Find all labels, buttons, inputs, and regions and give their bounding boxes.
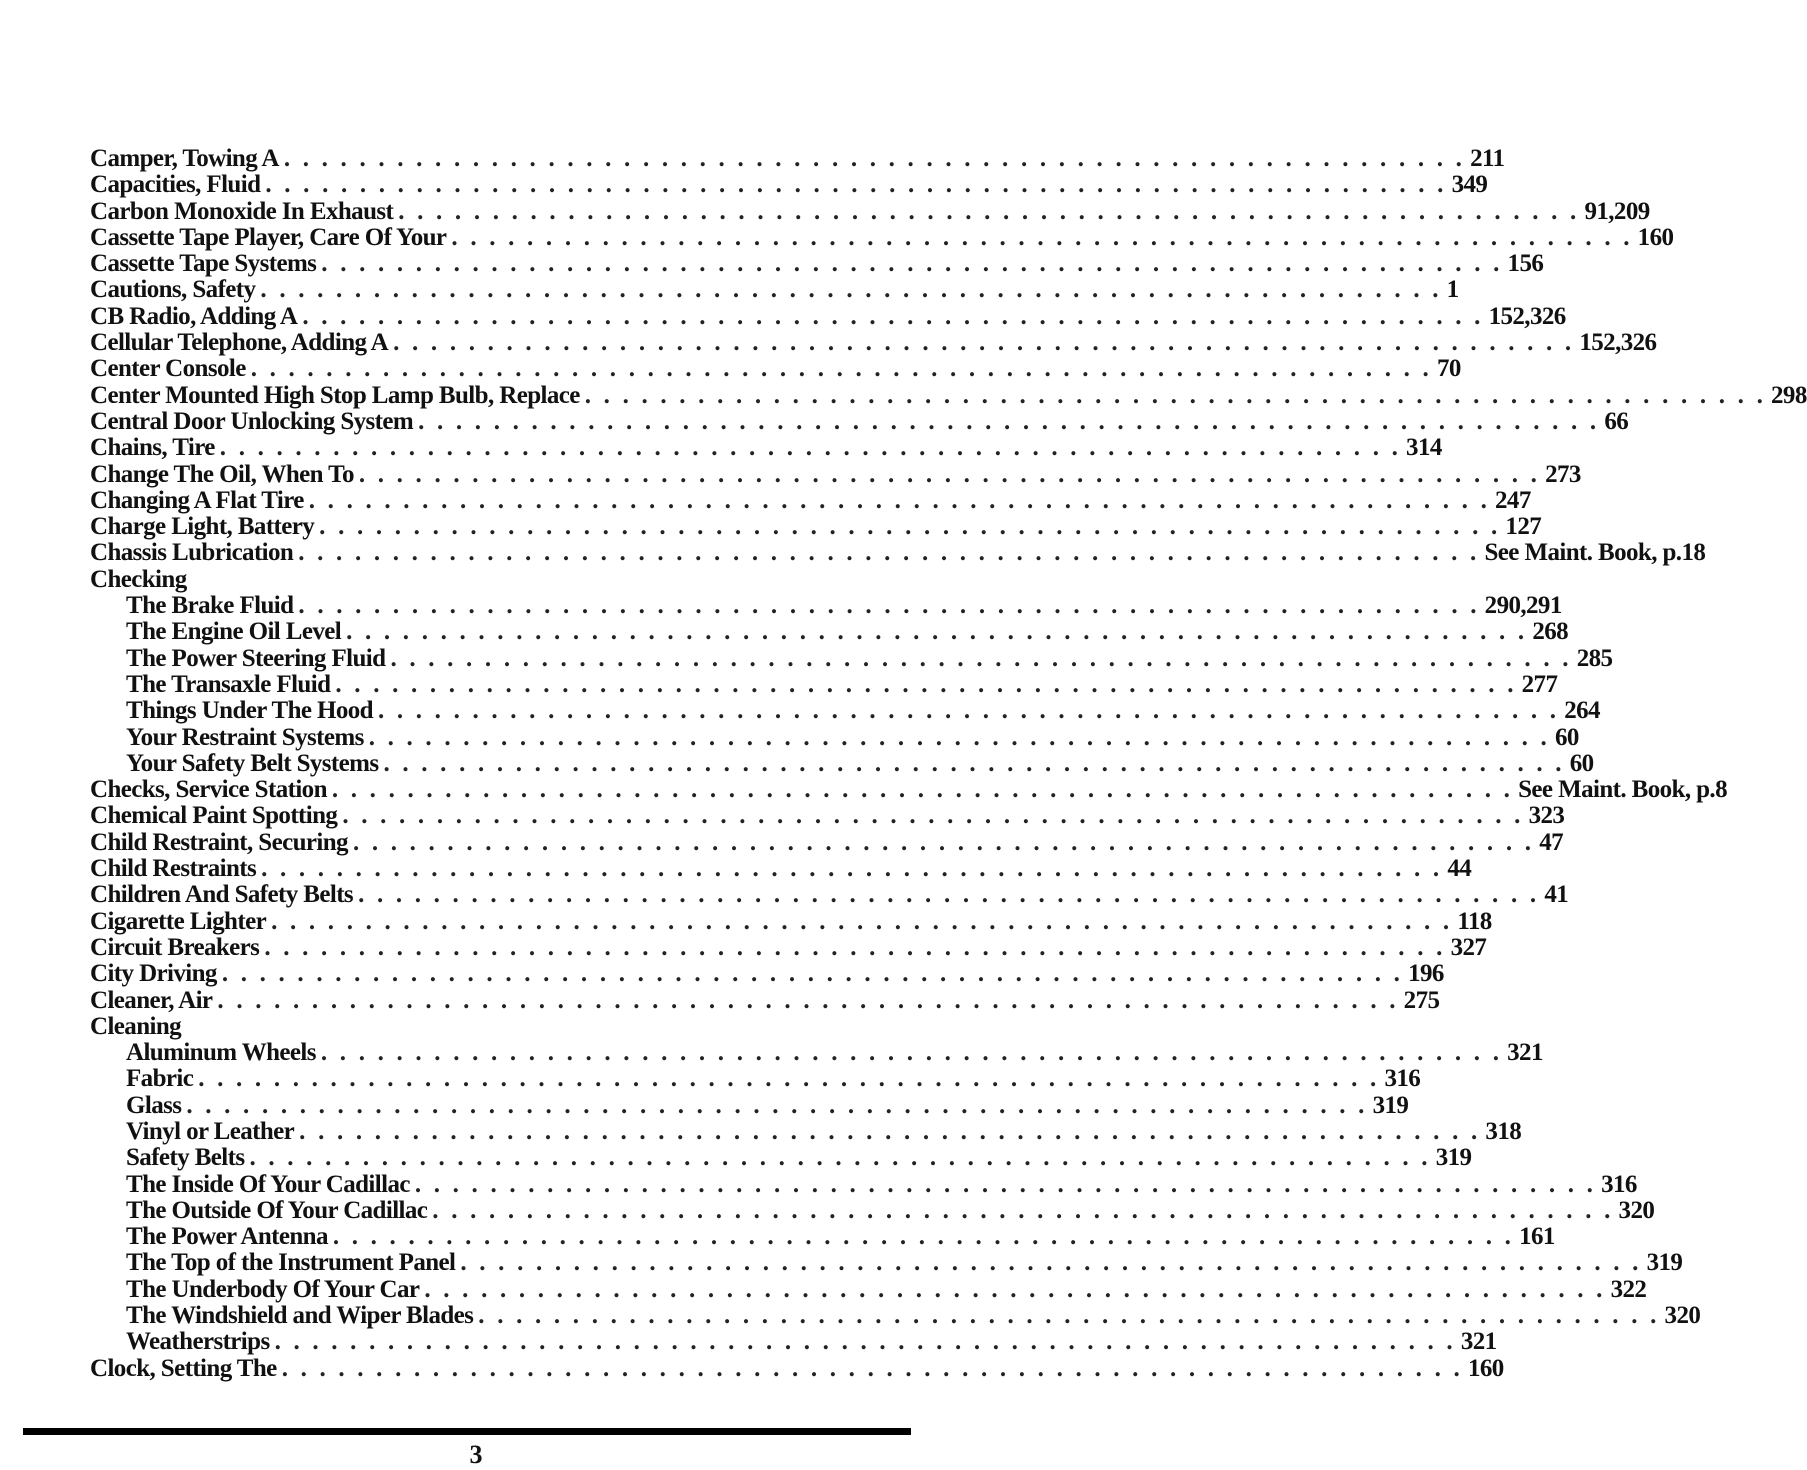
dot-leader: . . . . . . . . . . . . . . . . . . . . . . . . . . . . . . . . . . . . . . . . . . . . . . . . . . . . . . . . . . . . . . . — [414, 1170, 1597, 1198]
dot-leader: . . . . . . . . . . . . . . . . . . . . . . . . . . . . . . . . . . . . . . . . . . . . . . . . . . . . . . . . . . . . . . . — [418, 407, 1600, 435]
index-entry — [90, 1170, 1637, 1198]
entry-label: Vinyl or Leather — [126, 1117, 295, 1145]
index-entry — [90, 1328, 1497, 1356]
dot-leader: . . . . . . . . . . . . . . . . . . . . . . . . . . . . . . . . . . . . . . . . . . . . . . . . . . . . . . . . . . . . . . . — [390, 644, 1572, 672]
index-entry — [90, 1275, 1647, 1303]
entry-page: 319 — [1435, 1144, 1472, 1172]
entry-label: The Inside Of Your Cadillac — [126, 1170, 410, 1198]
dot-leader: . . . . . . . . . . . . . . . . . . . . . . . . . . . . . . . . . . . . . . . . . . . . . . . . . . . . . . . . . . . . . . . — [250, 355, 1432, 383]
index-entry — [90, 1091, 1409, 1119]
entry-page: 320 — [1618, 1196, 1655, 1224]
index-entry — [90, 592, 1562, 620]
dot-leader: . . . . . . . . . . . . . . . . . . . . . . . . . . . . . . . . . . . . . . . . . . . . . . . . . . . . . . . . . . . . . . . — [398, 197, 1580, 225]
dot-leader: . . . . . . . . . . . . . . . . . . . . . . . . . . . . . . . . . . . . . . . . . . . . . . . . . . . . . . . . . . . . . . . — [281, 1354, 1463, 1382]
dot-leader: . . . . . . . . . . . . . . . . . . . . . . . . . . . . . . . . . . . . . . . . . . . . . . . . . . . . . . . . . . . . . . . — [352, 828, 1535, 856]
entry-page: See Maint. Book, p.18 — [1484, 539, 1706, 567]
entry-label: The Power Steering Fluid — [126, 644, 386, 672]
index-entry — [90, 1354, 1504, 1382]
dot-leader: . . . . . . . . . . . . . . . . . . . . . . . . . . . . . . . . . . . . . . . . . . . . . . . . . . . . . . . . . . . . . . . — [584, 381, 1767, 409]
index-entry — [90, 960, 1444, 988]
index-entry — [90, 329, 1657, 357]
index-entry — [90, 723, 1579, 751]
entry-page: 118 — [1457, 907, 1492, 935]
entry-label: The Engine Oil Level — [126, 618, 342, 646]
index-entry — [90, 933, 1487, 961]
dot-leader: . . . . . . . . . . . . . . . . . . . . . . . . . . . . . . . . . . . . . . . . . . . . . . . . . . . . . . . . . . . . . . . — [186, 1091, 1368, 1119]
entry-page: 1 — [1446, 276, 1459, 304]
index-entry — [90, 434, 1442, 462]
entry-label: Center Mounted High Stop Lamp Bulb, Replace — [90, 381, 580, 409]
entry-label: Safety Belts — [126, 1144, 245, 1172]
entry-label: Central Door Unlocking System — [90, 407, 414, 435]
entry-label: The Underbody Of Your Car — [126, 1275, 420, 1303]
entry-label: Change The Oil, When To — [90, 460, 354, 488]
index-entry — [90, 1065, 1421, 1093]
entry-page: 273 — [1545, 460, 1581, 488]
index-entry — [90, 567, 790, 593]
entry-page: 275 — [1403, 986, 1440, 1014]
entry-label: Charge Light, Battery — [90, 513, 315, 541]
index-entry — [90, 907, 1492, 935]
entry-page: 91,209 — [1584, 197, 1650, 225]
dot-leader: . . . . . . . . . . . . . . . . . . . . . . . . . . . . . . . . . . . . . . . . . . . . . . . . . . . . . . . . . . . . . . . — [451, 223, 1633, 251]
index-entry — [90, 881, 1569, 909]
entry-label: The Outside Of Your Cadillac — [126, 1196, 428, 1224]
dot-leader: . . . . . . . . . . . . . . . . . . . . . . . . . . . . . . . . . . . . . . . . . . . . . . . . . . . . . . . . . . . . . . . — [299, 1117, 1481, 1145]
entry-label: Clock, Setting The — [90, 1354, 277, 1382]
footer-rule — [23, 1428, 911, 1435]
dot-leader: . . . . . . . . . . . . . . . . . . . . . . . . . . . . . . . . . . . . . . . . . . . . . . . . . . . . . . . . . . . . . . . — [264, 933, 1446, 961]
entry-label: Cleaning — [90, 1012, 182, 1040]
index-entry — [90, 670, 1558, 698]
dot-leader: . . . . . . . . . . . . . . . . . . . . . . . . . . . . . . . . . . . . . . . . . . . . . . . . . . . . . . . . . . . . . . . — [271, 907, 1453, 935]
entry-page: 349 — [1451, 171, 1488, 199]
index-entry — [90, 171, 1488, 199]
entry-label: Chassis Lubrication — [90, 539, 294, 567]
entry-label: Camper, Towing A — [90, 145, 279, 172]
dot-leader: . . . . . . . . . . . . . . . . . . . . . . . . . . . . . . . . . . . . . . . . . . . . . . . . . . . . . . . . . . . . . . . — [358, 881, 1540, 909]
entry-label: Child Restraint, Securing — [90, 828, 348, 856]
dot-leader: . . . . . . . . . . . . . . . . . . . . . . . . . . . . . . . . . . . . . . . . . . . . . . . . . . . . . . . . . . . . . . . — [249, 1144, 1431, 1172]
dot-leader: . . . . . . . . . . . . . . . . . . . . . . . . . . . . . . . . . . . . . . . . . . . . . . . . . . . . . . . . . . . . . . . — [283, 145, 1466, 172]
entry-label: City Driving — [90, 960, 217, 988]
entry-label: The Power Antenna — [126, 1223, 328, 1251]
index-entry — [90, 749, 1594, 777]
dot-leader: . . . . . . . . . . . . . . . . . . . . . . . . . . . . . . . . . . . . . . . . . . . . . . . . . . . . . . . . . . . . . . . — [319, 513, 1501, 541]
entry-label: Cautions, Safety — [90, 276, 256, 304]
entry-page: 161 — [1519, 1223, 1555, 1251]
entry-page: 156 — [1507, 250, 1544, 278]
entry-label: The Top of the Instrument Panel — [126, 1249, 456, 1277]
entry-label: Children And Safety Belts — [90, 881, 354, 909]
dot-leader: . . . . . . . . . . . . . . . . . . . . . . . . . . . . . . . . . . . . . . . . . . . . . . . . . . . . . . . . . . . . . . . — [478, 1302, 1660, 1330]
entry-label: Weatherstrips — [126, 1328, 270, 1356]
entry-page: 316 — [1601, 1170, 1637, 1198]
entry-label: Circuit Breakers — [90, 933, 260, 961]
index-entry — [90, 855, 1472, 883]
entry-page: 152,326 — [1579, 329, 1657, 357]
entry-page: See Maint. Book, p.8 — [1518, 776, 1727, 804]
entry-label: Fabric — [126, 1065, 194, 1093]
index-entry — [90, 1117, 1522, 1145]
entry-label: Glass — [126, 1091, 182, 1119]
entry-page: 66 — [1604, 407, 1629, 435]
index-entry — [90, 381, 1807, 409]
entry-page: 314 — [1406, 434, 1442, 462]
page-number: 3 — [469, 1440, 483, 1469]
entry-label: Center Console — [90, 355, 246, 383]
entry-label: Child Restraints — [90, 855, 257, 883]
entry-page: 319 — [1372, 1091, 1409, 1119]
entry-page: 327 — [1450, 933, 1487, 961]
dot-leader: . . . . . . . . . . . . . . . . . . . . . . . . . . . . . . . . . . . . . . . . . . . . . . . . . . . . . . . . . . . . . . . — [424, 1275, 1606, 1303]
index-entry — [90, 986, 1440, 1014]
entry-page: 285 — [1576, 644, 1613, 672]
entry-page: 298 — [1771, 381, 1807, 409]
index-entry — [90, 1144, 1472, 1172]
entry-label: Changing A Flat Tire — [90, 486, 304, 514]
index-entry — [90, 618, 1569, 646]
entry-label: Things Under The Hood — [126, 697, 373, 725]
entry-page: 268 — [1532, 618, 1569, 646]
dot-leader: . . . . . . . . . . . . . . . . . . . . . . . . . . . . . . . . . . . . . . . . . . . . . . . . . . . . . . . . . . . . . . . — [217, 986, 1399, 1014]
dot-leader: . . . . . . . . . . . . . . . . . . . . . . . . . . . . . . . . . . . . . . . . . . . . . . . . . . . . . . . . . . . . . . . — [260, 276, 1442, 304]
entry-label: Chemical Paint Spotting — [90, 802, 338, 830]
entry-label: Your Safety Belt Systems — [126, 749, 379, 777]
entry-label: The Transaxle Fluid — [126, 670, 331, 698]
entry-page: 290,291 — [1484, 592, 1562, 620]
dot-leader: . . . . . . . . . . . . . . . . . . . . . . . . . . . . . . . . . . . . . . . . . . . . . . . . . . . . . . . . . . . . . . . — [308, 486, 1491, 514]
index-entry — [90, 644, 1613, 672]
dot-leader: . . . . . . . . . . . . . . . . . . . . . . . . . . . . . . . . . . . . . . . . . . . . . . . . . . . . . . . . . . . . . . . — [393, 329, 1575, 357]
index-entry — [90, 1196, 1655, 1224]
dot-leader: . . . . . . . . . . . . . . . . . . . . . . . . . . . . . . . . . . . . . . . . . . . . . . . . . . . . . . . . . . . . . . . — [298, 539, 1480, 567]
entry-label: Your Restraint Systems — [126, 723, 364, 751]
entry-page: 44 — [1447, 855, 1472, 883]
dot-leader: . . . . . . . . . . . . . . . . . . . . . . . . . . . . . . . . . . . . . . . . . . . . . . . . . . . . . . . . . . . . . . . — [383, 749, 1565, 777]
dot-leader: . . . . . . . . . . . . . . . . . . . . . . . . . . . . . . . . . . . . . . . . . . . . . . . . . . . . . . . . . . . . . . . — [261, 855, 1443, 883]
entry-page: 211 — [1470, 145, 1505, 172]
entry-page: 127 — [1505, 513, 1542, 541]
dot-leader: . . . . . . . . . . . . . . . . . . . . . . . . . . . . . . . . . . . . . . . . . . . . . . . . . . . . . . . . . . . . . . . — [320, 1039, 1503, 1067]
entry-page: 319 — [1646, 1249, 1683, 1277]
entry-label: Cellular Telephone, Adding A — [90, 329, 389, 357]
dot-leader: . . . . . . . . . . . . . . . . . . . . . . . . . . . . . . . . . . . . . . . . . . . . . . . . . . . . . . . . . . . . . . . — [321, 250, 1503, 278]
dot-leader: . . . . . . . . . . . . . . . . . . . . . . . . . . . . . . . . . . . . . . . . . . . . . . . . . . . . . . . . . . . . . . . — [358, 460, 1541, 488]
index-entry — [90, 1302, 1701, 1330]
dot-leader: . . . . . . . . . . . . . . . . . . . . . . . . . . . . . . . . . . . . . . . . . . . . . . . . . . . . . . . . . . . . . . . — [298, 592, 1480, 620]
dot-leader: . . . . . . . . . . . . . . . . . . . . . . . . . . . . . . . . . . . . . . . . . . . . . . . . . . . . . . . . . . . . . . . — [460, 1249, 1642, 1277]
index-entry — [90, 539, 1706, 567]
entry-page: 321 — [1507, 1039, 1543, 1067]
index-entry — [90, 828, 1563, 856]
entry-label: Chains, Tire — [90, 434, 215, 462]
dot-leader: . . . . . . . . . . . . . . . . . . . . . . . . . . . . . . . . . . . . . . . . . . . . . . . . . . . . . . . . . . . . . . . — [332, 1223, 1515, 1251]
dot-leader: . . . . . . . . . . . . . . . . . . . . . . . . . . . . . . . . . . . . . . . . . . . . . . . . . . . . . . . . . . . . . . . — [335, 670, 1517, 698]
entry-label: Cleaner, Air — [90, 986, 213, 1014]
entry-page: 316 — [1384, 1065, 1421, 1093]
dot-leader: . . . . . . . . . . . . . . . . . . . . . . . . . . . . . . . . . . . . . . . . . . . . . . . . . . . . . . . . . . . . . . . — [432, 1196, 1614, 1224]
index-entry — [90, 302, 1566, 330]
entry-page: 60 — [1554, 723, 1579, 751]
entry-page: 196 — [1408, 960, 1444, 988]
index-entry — [90, 513, 1542, 541]
entry-label: Cassette Tape Systems — [90, 250, 317, 278]
entry-label: Capacities, Fluid — [90, 171, 261, 199]
entry-page: 264 — [1564, 697, 1600, 725]
entry-page: 247 — [1495, 486, 1531, 514]
index-entry — [90, 276, 1459, 304]
dot-leader: . . . . . . . . . . . . . . . . . . . . . . . . . . . . . . . . . . . . . . . . . . . . . . . . . . . . . . . . . . . . . . . — [346, 618, 1528, 646]
dot-leader: . . . . . . . . . . . . . . . . . . . . . . . . . . . . . . . . . . . . . . . . . . . . . . . . . . . . . . . . . . . . . . . — [221, 960, 1404, 988]
entry-label: Cassette Tape Player, Care Of Your — [90, 223, 447, 251]
entry-label: Carbon Monoxide In Exhaust — [90, 197, 394, 225]
dot-leader: . . . . . . . . . . . . . . . . . . . . . . . . . . . . . . . . . . . . . . . . . . . . . . . . . . . . . . . . . . . . . . . — [342, 802, 1524, 830]
index-entry — [90, 486, 1531, 514]
index-entry — [90, 1014, 790, 1040]
entry-page: 323 — [1528, 802, 1565, 830]
dot-leader: . . . . . . . . . . . . . . . . . . . . . . . . . . . . . . . . . . . . . . . . . . . . . . . . . . . . . . . . . . . . . . . — [377, 697, 1560, 725]
index-entry — [90, 223, 1674, 251]
index-entry — [90, 355, 1461, 383]
dot-leader: . . . . . . . . . . . . . . . . . . . . . . . . . . . . . . . . . . . . . . . . . . . . . . . . . . . . . . . . . . . . . . . — [265, 171, 1447, 199]
entry-page: 47 — [1539, 828, 1563, 856]
entry-label: Checking — [90, 565, 187, 593]
index-entry — [90, 776, 1727, 804]
index-list — [90, 145, 1807, 1382]
index-entry — [90, 197, 1650, 225]
entry-page: 322 — [1610, 1275, 1647, 1303]
dot-leader: . . . . . . . . . . . . . . . . . . . . . . . . . . . . . . . . . . . . . . . . . . . . . . . . . . . . . . . . . . . . . . . — [331, 776, 1514, 804]
index-entry — [90, 250, 1544, 278]
index-entry — [90, 407, 1629, 435]
dot-leader: . . . . . . . . . . . . . . . . . . . . . . . . . . . . . . . . . . . . . . . . . . . . . . . . . . . . . . . . . . . . . . . — [198, 1065, 1380, 1093]
index-entry — [90, 1249, 1683, 1277]
entry-label: Aluminum Wheels — [126, 1039, 316, 1067]
entry-label: CB Radio, Adding A — [90, 302, 298, 330]
entry-page: 70 — [1436, 355, 1461, 383]
entry-page: 160 — [1467, 1354, 1504, 1382]
entry-label: Checks, Service Station — [90, 776, 327, 804]
dot-leader: . . . . . . . . . . . . . . . . . . . . . . . . . . . . . . . . . . . . . . . . . . . . . . . . . . . . . . . . . . . . . . . — [219, 434, 1402, 462]
index-entry — [90, 145, 1505, 172]
entry-label: Cigarette Lighter — [90, 907, 267, 935]
entry-page: 60 — [1569, 749, 1594, 777]
dot-leader: . . . . . . . . . . . . . . . . . . . . . . . . . . . . . . . . . . . . . . . . . . . . . . . . . . . . . . . . . . . . . . . — [274, 1328, 1456, 1356]
index-entry — [90, 697, 1600, 725]
index-entry — [90, 1223, 1555, 1251]
entry-page: 320 — [1664, 1302, 1701, 1330]
entry-label: The Brake Fluid — [126, 592, 294, 620]
entry-label: The Windshield and Wiper Blades — [126, 1302, 474, 1330]
entry-page: 41 — [1544, 881, 1569, 909]
entry-page: 160 — [1637, 223, 1674, 251]
dot-leader: . . . . . . . . . . . . . . . . . . . . . . . . . . . . . . . . . . . . . . . . . . . . . . . . . . . . . . . . . . . . . . . — [368, 723, 1550, 751]
index-entry — [90, 460, 1581, 488]
index-entry — [90, 1039, 1543, 1067]
entry-page: 277 — [1521, 670, 1558, 698]
entry-page: 321 — [1460, 1328, 1497, 1356]
index-entry — [90, 802, 1565, 830]
entry-page: 318 — [1485, 1117, 1522, 1145]
dot-leader: . . . . . . . . . . . . . . . . . . . . . . . . . . . . . . . . . . . . . . . . . . . . . . . . . . . . . . . . . . . . . . . — [302, 302, 1484, 330]
entry-page: 152,326 — [1488, 302, 1566, 330]
